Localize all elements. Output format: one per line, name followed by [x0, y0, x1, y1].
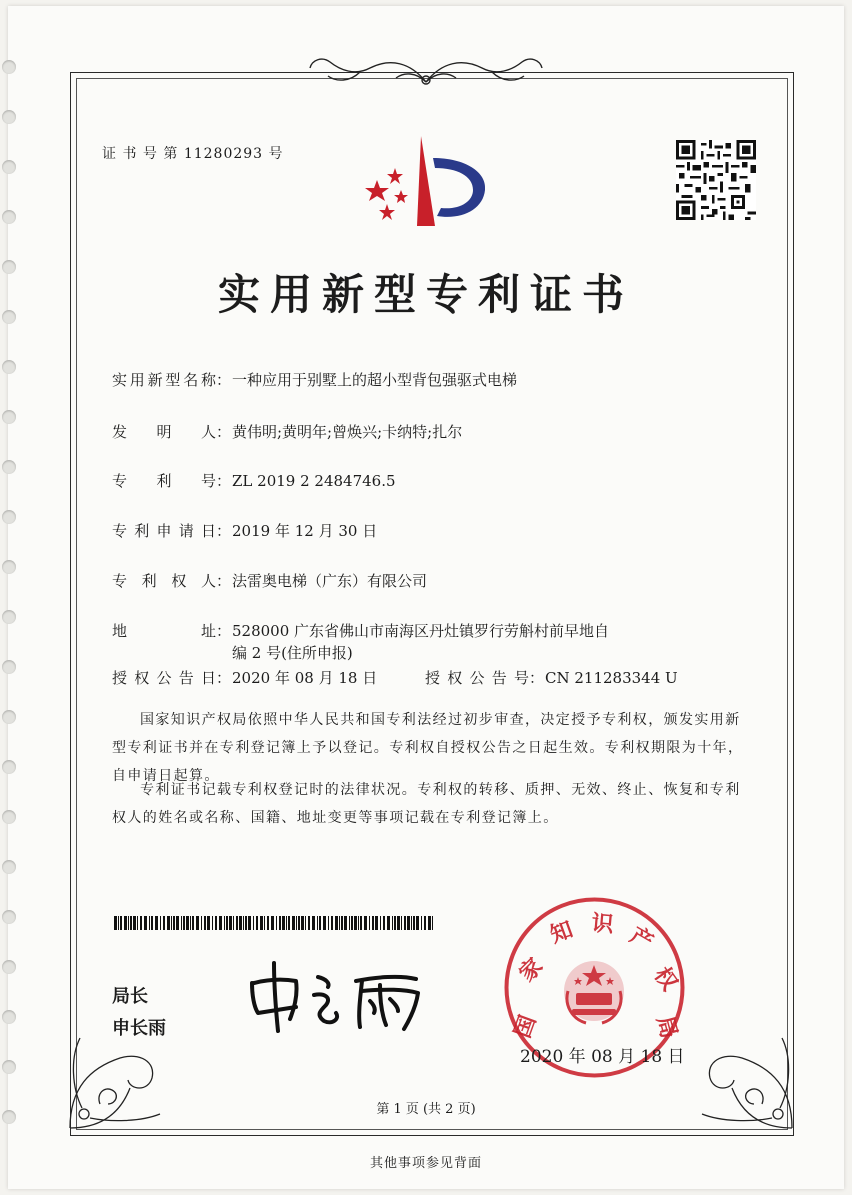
- certificate-title: 实用新型专利证书: [217, 270, 634, 319]
- svg-text:国: 国: [510, 1012, 542, 1042]
- field-grant-number-label: 授权公告号: [425, 669, 529, 687]
- field-inventors: 发明人：黄伟明;黄明年;曾焕兴;卡纳特;扎尔: [112, 423, 463, 441]
- field-filing-date-value: 2019 年 12 月 30 日: [232, 522, 378, 540]
- qr-code-icon: [676, 140, 756, 220]
- svg-text:家: 家: [514, 953, 549, 988]
- field-grant-number: 授权公告号：CN 211283344 U: [425, 669, 678, 687]
- official-title: 局长: [112, 986, 148, 1007]
- certificate-number-label: 证 书 号 第: [102, 146, 179, 162]
- certificate-number-suffix: 号: [268, 146, 284, 162]
- field-patentee-label: 专利权人: [112, 572, 216, 590]
- field-name: 实用新型名称：一种应用于别墅上的超小型背包强驱式电梯: [112, 371, 518, 389]
- svg-text:识: 识: [590, 911, 615, 938]
- field-name-label: 实用新型名称: [112, 371, 216, 389]
- field-patent-number-label: 专利号: [112, 472, 216, 490]
- back-note: 其他事项参见背面: [369, 1156, 482, 1171]
- field-filing-date: 专利申请日：2019 年 12 月 30 日: [112, 522, 378, 540]
- field-address-label: 地址: [112, 622, 216, 640]
- field-inventors-label: 发明人: [112, 423, 216, 441]
- field-inventors-value: 黄伟明;黄明年;曾焕兴;卡纳特;扎尔: [232, 423, 463, 441]
- svg-text:权: 权: [648, 963, 682, 996]
- certificate-number-value: 11280293: [183, 146, 264, 162]
- field-grant-number-value: CN 211283344 U: [545, 669, 678, 687]
- statement-paragraph-1: 国家知识产权局依照中华人民共和国专利法经过初步审查，决定授予专利权，颁发实用新型专利证书并在专利登记簿上予以登记。专利权自授权公告之日起生效。专利权期限为十年，自申请日起算。: [112, 712, 744, 784]
- statement-paragraph-2: 专利证书记载专利权登记时的法律状况。专利权的转移、质押、无效、终止、恢复和专利权人的姓名或名称、国籍、地址变更等事项记载在专利登记簿上。: [112, 782, 741, 826]
- field-address-continued: [232, 642, 353, 664]
- seal-date: 2020 年 08 月 18 日: [520, 1047, 685, 1067]
- field-address: 地址：528000 广东省佛山市南海区丹灶镇罗行劳斛村前早地自: [112, 622, 610, 640]
- cnipa-logo-icon: [365, 128, 495, 238]
- field-grant-date-value: 2020 年 08 月 18 日: [232, 669, 378, 687]
- handwritten-signature: [240, 955, 430, 1035]
- official-name: 申长雨: [112, 1018, 166, 1039]
- svg-text:局: 局: [651, 1013, 682, 1042]
- field-patent-number: 专利号：ZL 2019 2 2484746.5: [112, 472, 396, 490]
- field-grant-date: 授权公告日：2020 年 08 月 18 日: [112, 669, 378, 687]
- field-grant-date-label: 授权公告日: [112, 669, 216, 687]
- field-patentee: 专利权人：法雷奥电梯（广东）有限公司: [112, 572, 428, 590]
- field-name-value: 一种应用于别墅上的超小型背包强驱式电梯: [232, 371, 518, 389]
- svg-text:知: 知: [547, 917, 577, 949]
- certificate-number: [102, 143, 284, 163]
- field-patentee-value: 法雷奥电梯（广东）有限公司: [232, 572, 428, 590]
- field-address-value-line2: 编 2 号(住所申报): [232, 644, 353, 662]
- bottom-right-ornament-icon: [692, 1018, 802, 1138]
- field-filing-date-label: 专利申请日: [112, 522, 216, 540]
- page-number: 第 1 页 (共 2 页): [376, 1102, 476, 1117]
- field-patent-number-value: ZL 2019 2 2484746.5: [232, 472, 396, 490]
- field-address-value-line1: 528000 广东省佛山市南海区丹灶镇罗行劳斛村前早地自: [232, 622, 610, 640]
- top-ornament-icon: [300, 52, 552, 92]
- svg-text:产: 产: [625, 923, 658, 956]
- barcode-icon: [114, 916, 436, 930]
